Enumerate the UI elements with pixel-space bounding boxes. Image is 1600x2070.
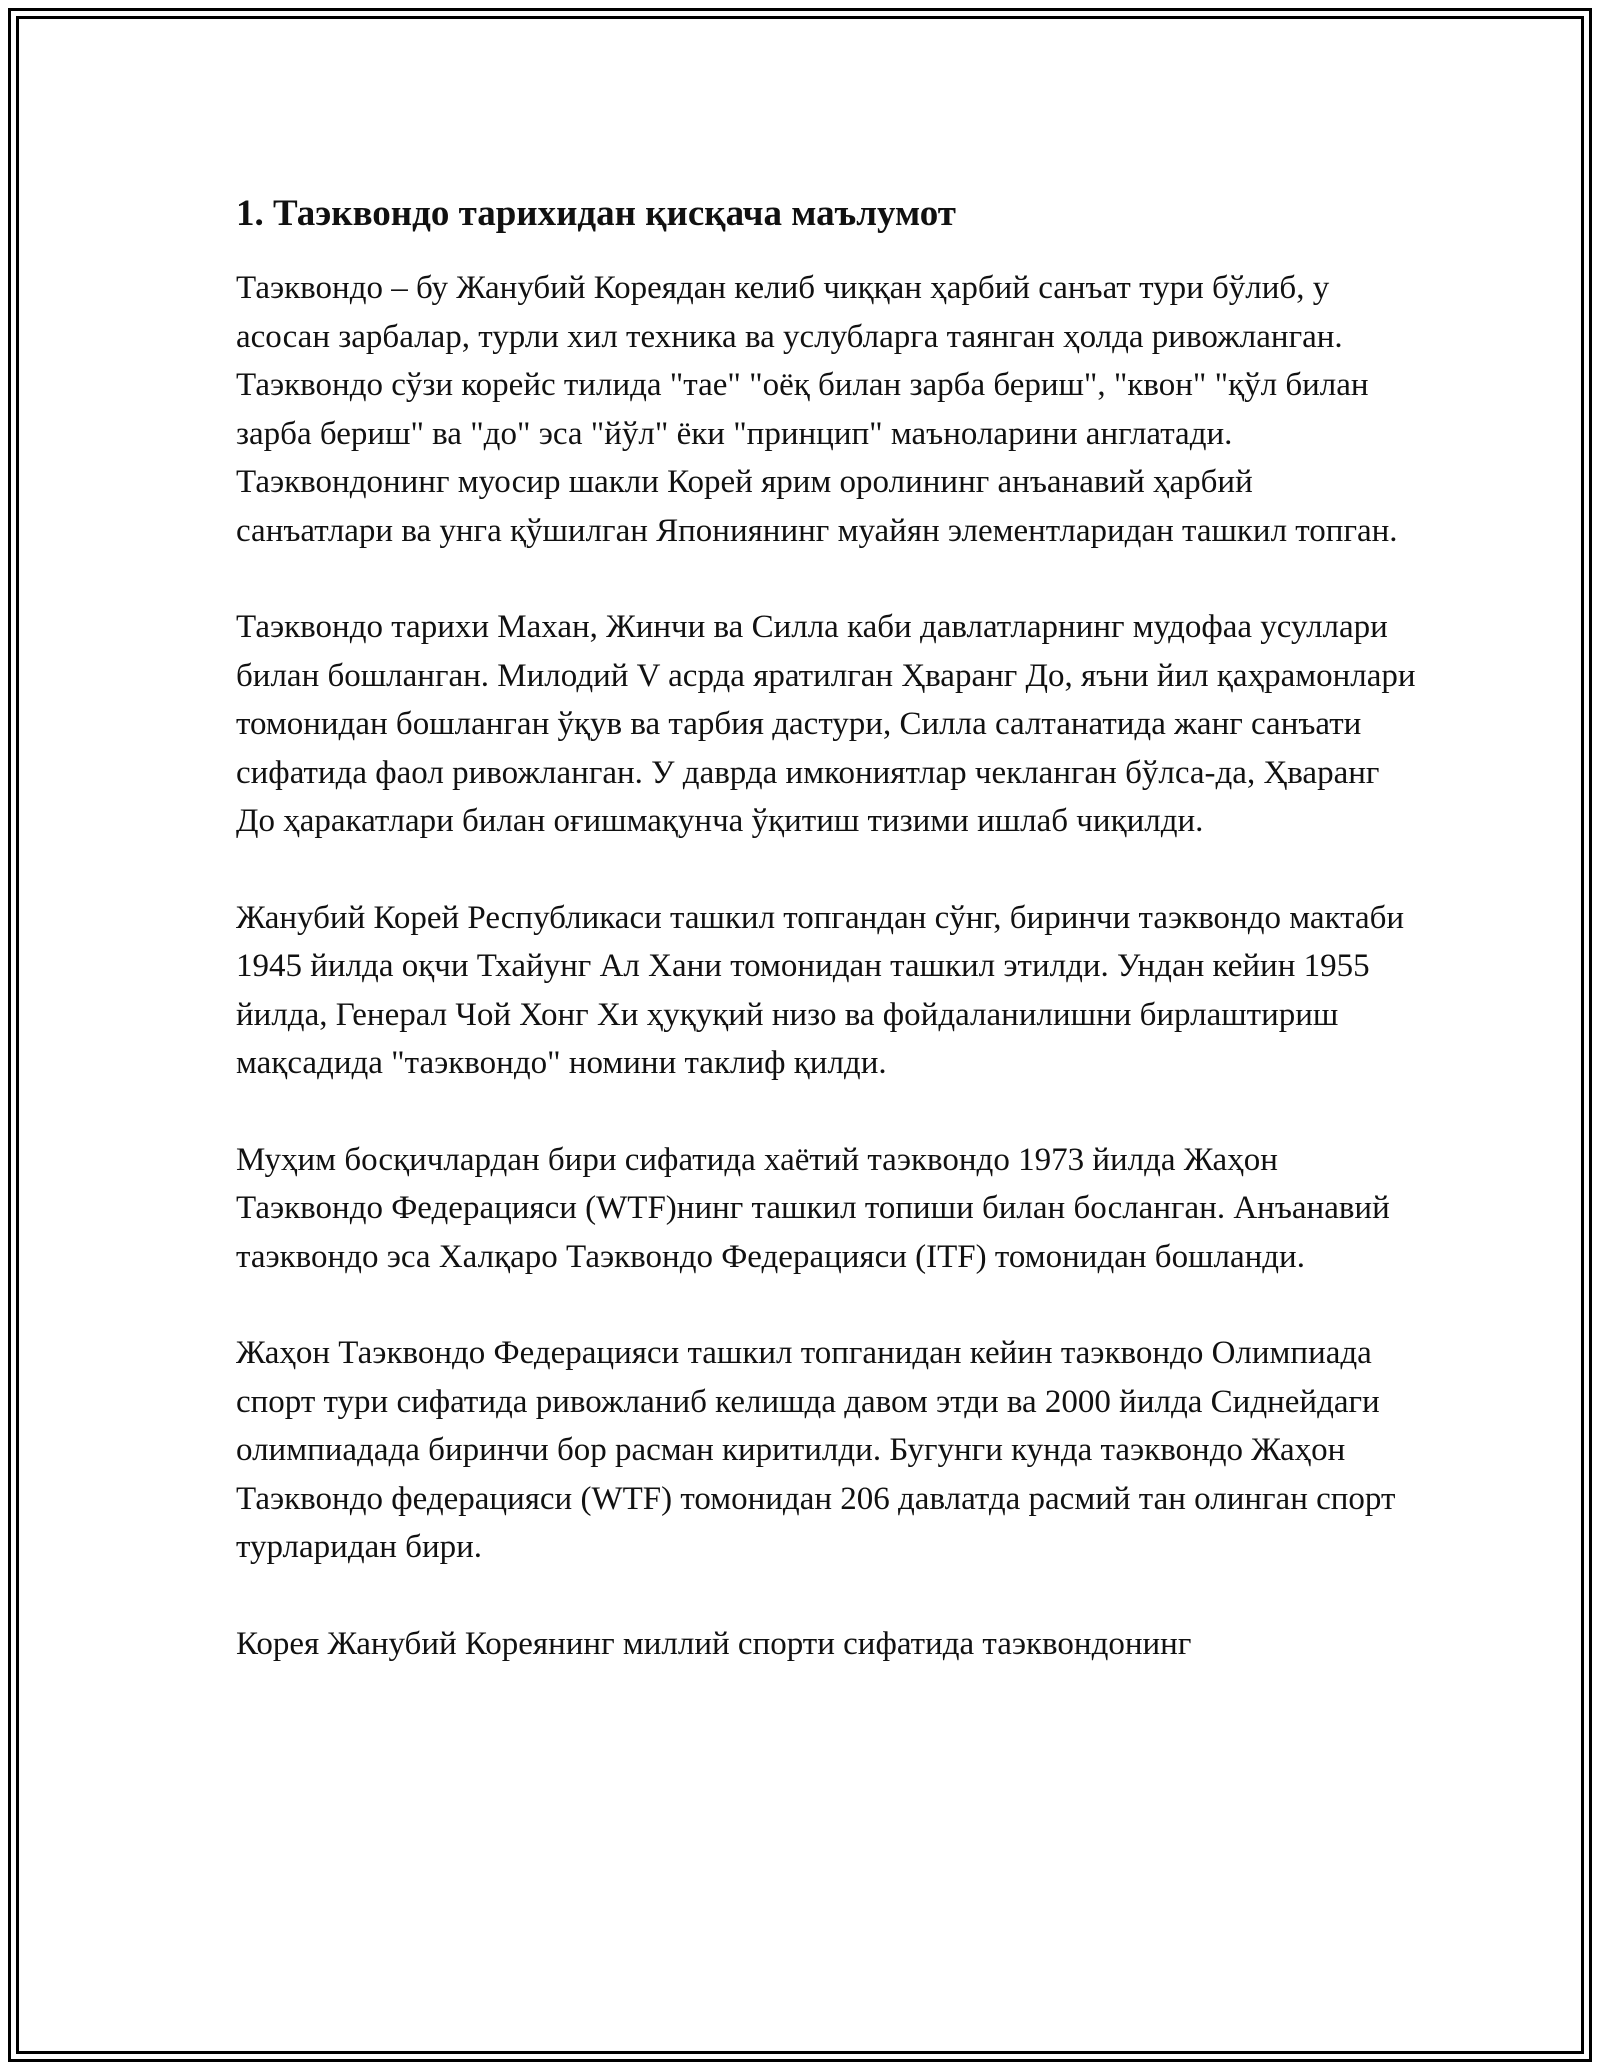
paragraph-intro: Таэквондо – бу Жанубий Кореядан келиб чиққан ҳарбий санъат тури бўлиб, у асосан зарбалар, турли хил техника ва услубларга таянган ҳолда ривожланган. Таэквондо сўзи корейс тилида "тае" "оёқ билан зарба бериш", "квон" "қўл билан зарба бериш" ва "до" эса "йўл" ёки "принцип" маъноларини англатади. Таэквондонинг муосир шакли Корей ярим оролининг анъанавий ҳарбий санъатлари ва унга қўшилган Япониянинг муайян элементларидан ташкил топган. xyxy=(236,270,1398,549)
paragraph-history: Таэквондо тарихи Махан, Жинчи ва Силла каби давлатларнинг мудофаа усуллари билан бошланган. Милодий V асрда яратилган Ҳваранг До, яъни йил қаҳрамонлари томонидан бошланган ўқув ва тарбия дастури, Силла салтанатида жанг санъати сифатида фаол ривожланган. У даврда имкониятлар чекланган бўлса-да, Ҳваранг До ҳаракатлари билан оғишмақунча ўқитиш тизими ишлаб чиқилди. xyxy=(236,609,1416,839)
paragraph-federations: Муҳим босқичлардан бири сифатида хаётий таэквондо 1973 йилда Жаҳон Таэквондо Федерацияси (WTF)нинг ташкил топиши билан босланган. Анъанавий таэквондо эса Халқаро Таэквондо Федерацияси (ITF) томонидан бошланди. xyxy=(236,1141,1390,1275)
paragraph-olympics: Жаҳон Таэквондо Федерацияси ташкил топганидан кейин таэквондо Олимпиада спорт тури сифатида ривожланиб келишда давом этди ва 2000 йилда Сиднейдаги олимпиадада биринчи бор расман киритилди. Бугунги кунда таэквондо Жаҳон Таэквондо федерацияси (WTF) томонидан 206 давлатда расмий тан олинган спорт турларидан бири. xyxy=(236,1335,1396,1565)
paragraph-first-school: Жанубий Корей Республикаси ташкил топгандан сўнг, биринчи таэквондо мактаби 1945 йилда оқчи Тхайунг Ал Хани томонидан ташкил этилди. Ундан кейин 1955 йилда, Генерал Чой Хонг Хи ҳуқуқий низо ва фойдаланилишни бирлаштириш мақсадида "таэквондо" номини таклиф қилди. xyxy=(236,899,1405,1081)
page-title: 1. Таэквондо тарихидан қисқача маълумот xyxy=(236,193,956,234)
document-body xyxy=(236,186,1416,1716)
paragraph-national-sport: Корея Жанубий Кореянинг миллий спорти сифатида таэквондонинг xyxy=(236,1625,1192,1662)
